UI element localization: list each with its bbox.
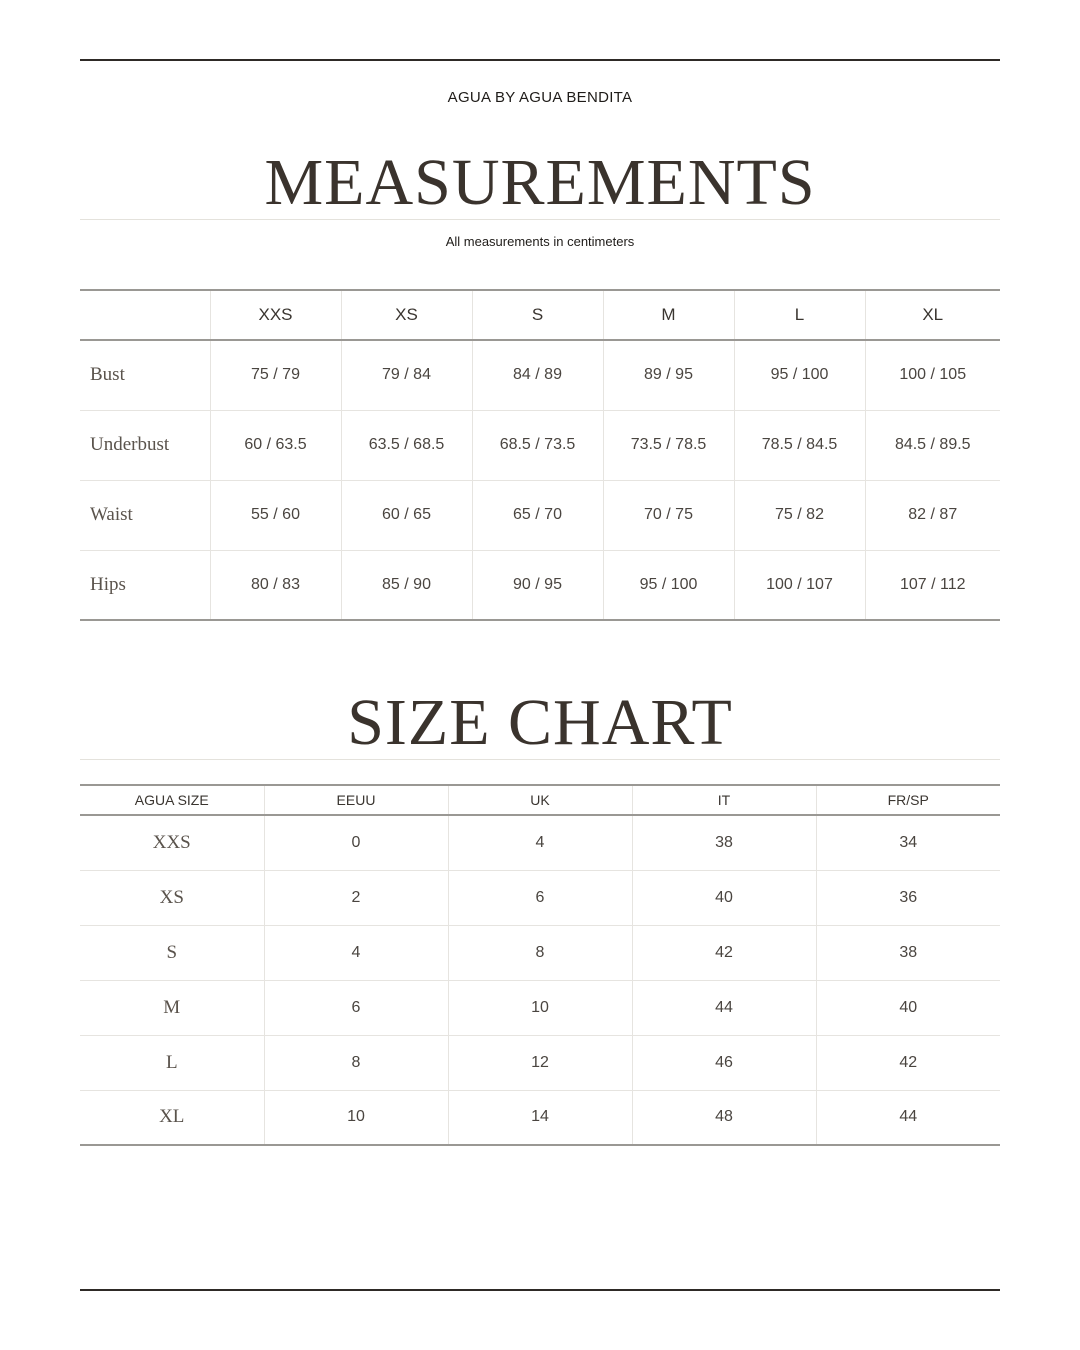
column-header: AGUA SIZE (80, 785, 264, 815)
table-cell: 55 / 60 (210, 480, 341, 550)
table-cell: 90 / 95 (472, 550, 603, 620)
column-header: UK (448, 785, 632, 815)
table-cell: 85 / 90 (341, 550, 472, 620)
size-chart-divider (80, 759, 1000, 760)
size-label: L (80, 1035, 264, 1090)
table-cell: 6 (448, 870, 632, 925)
table-cell: 60 / 63.5 (210, 410, 341, 480)
table-cell: 14 (448, 1090, 632, 1145)
column-header: XXS (210, 290, 341, 340)
table-cell: 60 / 65 (341, 480, 472, 550)
table-cell: 65 / 70 (472, 480, 603, 550)
table-row (80, 870, 1000, 925)
row-label: Bust (80, 340, 210, 410)
table-cell: 38 (632, 815, 816, 870)
measurements-title: MEASUREMENTS (264, 146, 816, 219)
table-cell: 4 (264, 925, 448, 980)
size-label: M (80, 980, 264, 1035)
table-cell: 100 / 107 (734, 550, 865, 620)
table-cell: 63.5 / 68.5 (341, 410, 472, 480)
table-cell: 107 / 112 (865, 550, 1000, 620)
table-cell: 42 (816, 1035, 1000, 1090)
column-header: FR/SP (816, 785, 1000, 815)
table-cell: 6 (264, 980, 448, 1035)
table-cell: 2 (264, 870, 448, 925)
units-note: All measurements in centimeters (445, 234, 635, 249)
measurements-header-row (80, 290, 1000, 340)
table-row (80, 1090, 1000, 1145)
table-cell: 100 / 105 (865, 340, 1000, 410)
column-header: L (734, 290, 865, 340)
table-cell: 44 (632, 980, 816, 1035)
table-cell: 4 (448, 815, 632, 870)
table-cell: 48 (632, 1090, 816, 1145)
table-cell: 84.5 / 89.5 (865, 410, 1000, 480)
table-cell: 42 (632, 925, 816, 980)
measurements-divider (80, 219, 1000, 220)
table-cell: 89 / 95 (603, 340, 734, 410)
table-cell: 38 (816, 925, 1000, 980)
table-cell: 12 (448, 1035, 632, 1090)
table-cell: 44 (816, 1090, 1000, 1145)
size-chart-header-row (80, 785, 1000, 815)
row-label: Hips (80, 550, 210, 620)
table-cell: 95 / 100 (603, 550, 734, 620)
column-header: XL (865, 290, 1000, 340)
table-cell: 46 (632, 1035, 816, 1090)
table-row (80, 980, 1000, 1035)
table-row (80, 410, 1000, 480)
table-row (80, 815, 1000, 870)
column-header: XS (341, 290, 472, 340)
size-label: XS (80, 870, 264, 925)
table-row (80, 1035, 1000, 1090)
row-label: Underbust (80, 410, 210, 480)
table-cell: 10 (448, 980, 632, 1035)
table-cell: 75 / 79 (210, 340, 341, 410)
table-cell: 34 (816, 815, 1000, 870)
table-cell: 68.5 / 73.5 (472, 410, 603, 480)
table-cell: 36 (816, 870, 1000, 925)
table-row (80, 340, 1000, 410)
measurements-table (80, 289, 1000, 621)
table-cell: 40 (632, 870, 816, 925)
table-cell: 10 (264, 1090, 448, 1145)
size-label: S (80, 925, 264, 980)
size-chart-table (80, 784, 1000, 1146)
table-row (80, 550, 1000, 620)
table-cell: 73.5 / 78.5 (603, 410, 734, 480)
brand-name: AGUA BY AGUA BENDITA (447, 89, 633, 106)
row-label: Waist (80, 480, 210, 550)
table-row (80, 925, 1000, 980)
table-cell: 8 (448, 925, 632, 980)
table-cell: 84 / 89 (472, 340, 603, 410)
column-header: EEUU (264, 785, 448, 815)
table-cell: 82 / 87 (865, 480, 1000, 550)
table-row (80, 480, 1000, 550)
table-cell: 8 (264, 1035, 448, 1090)
bottom-rule (80, 1289, 1000, 1291)
column-header (80, 290, 210, 340)
top-rule (80, 59, 1000, 61)
table-cell: 40 (816, 980, 1000, 1035)
table-cell: 0 (264, 815, 448, 870)
size-label: XXS (80, 815, 264, 870)
table-cell: 75 / 82 (734, 480, 865, 550)
table-cell: 80 / 83 (210, 550, 341, 620)
table-cell: 78.5 / 84.5 (734, 410, 865, 480)
table-cell: 79 / 84 (341, 340, 472, 410)
size-chart-title: SIZE CHART (347, 686, 733, 759)
table-cell: 70 / 75 (603, 480, 734, 550)
column-header: IT (632, 785, 816, 815)
column-header: M (603, 290, 734, 340)
column-header: S (472, 290, 603, 340)
table-cell: 95 / 100 (734, 340, 865, 410)
size-label: XL (80, 1090, 264, 1145)
